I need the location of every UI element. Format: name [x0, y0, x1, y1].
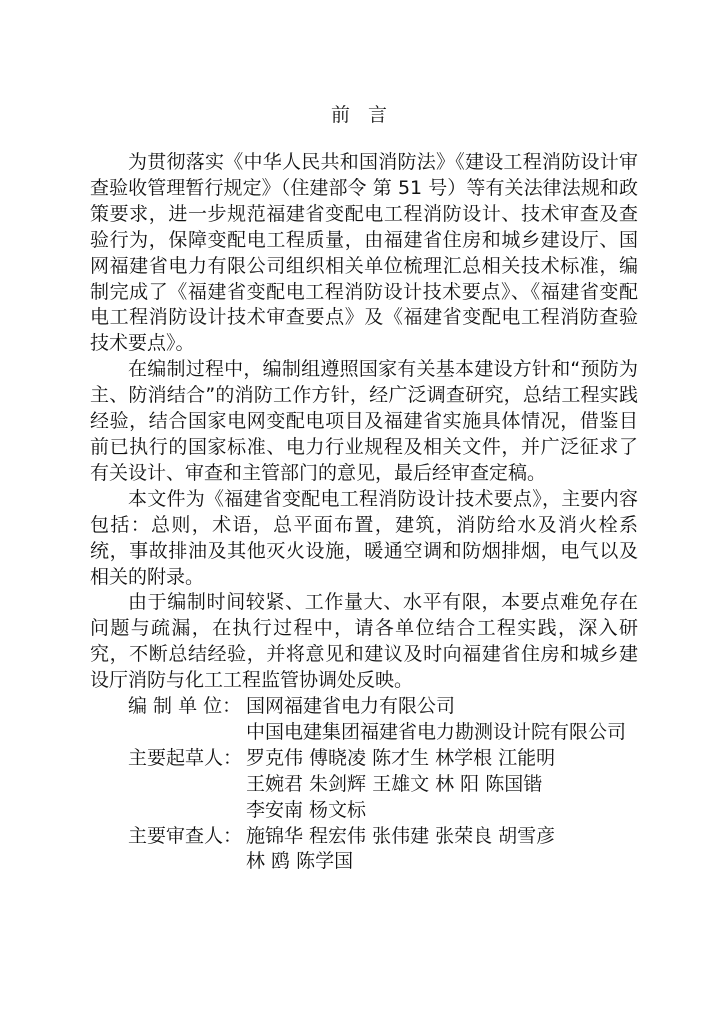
staff-values-organizations [246, 694, 638, 746]
paragraph-process: 在编制过程中，编制组遵照国家有关基本建设方针和“预防为主、防消结合”的消防工作方针，经广泛调查研究，总结工程实践经验，结合国家电网变配电项目及福建省实施具体情况，借鉴目前已执行的国家标准、电力行业规程及相关文件，并广泛征求了有关设计、审查和主管部门的意见，最后经审查定稿。 [90, 358, 638, 484]
page-title: 前 言 [330, 104, 394, 126]
paragraph-feedback: 由于编制时间较紧、工作量大、水平有限，本要点难免存在问题与疏漏，在执行过程中，请各单位结合工程实践，深入研究，不断总结经验，并将意见和建议及时向福建省住房和城乡建设厅消防与化工工程监管协调处反映。 [90, 591, 638, 692]
staff-label-drafters: 主要起草人： [128, 746, 243, 769]
reviewer-line: 林 鸥 陈学国 [246, 850, 354, 873]
staff-row-reviewers [90, 824, 638, 876]
staff-row-drafters [90, 746, 638, 824]
staff-label-reviewers: 主要审查人： [128, 824, 243, 847]
paragraph-scope: 本文件为《福建省变配电工程消防设计技术要点》，主要内容包括：总则，术语，总平面布置，建筑，消防给水及消火栓系统，事故排油及其他灭火设施，暖通空调和防烟排烟，电气以及相关的附录。 [90, 487, 638, 588]
staff-row-organizations [90, 694, 638, 746]
staff-values-reviewers [246, 824, 638, 876]
organization-line: 中国电建集团福建省电力勘测设计院有限公司 [246, 720, 627, 743]
document-body [90, 150, 638, 875]
drafter-line: 李安南 杨文标 [246, 798, 367, 821]
organization-line: 国网福建省电力有限公司 [246, 695, 456, 718]
staff-label-organizations: 编 制 单 位： [128, 695, 242, 718]
staff-list [90, 694, 638, 875]
paragraph-purpose: 为贯彻落实《中华人民共和国消防法》《建设工程消防设计审查验收管理暂行规定》（住建部令 第 51 号）等有关法律法规和政策要求，进一步规范福建省变配电工程消防设计、技术审查及查验行为，保障变配电工程质量，由福建省住房和城乡建设厅、国网福建省电力有限公司组织相关单位梳理汇总相关技术标准，编制完成了《福建省变配电工程消防设计技术要点》、《福建省变配电工程消防设计技术审查要点》及《福建省变配电工程消防查验技术要点》。 [90, 151, 638, 355]
staff-values-drafters [246, 746, 638, 824]
drafter-line: 王婉君 朱剑辉 王雄文 林 阳 陈国锴 [246, 772, 543, 795]
drafter-line: 罗克伟 傅晓凌 陈才生 林学根 江能明 [246, 746, 556, 769]
reviewer-line: 施锦华 程宏伟 张伟建 张荣良 胡雪彦 [246, 824, 556, 847]
